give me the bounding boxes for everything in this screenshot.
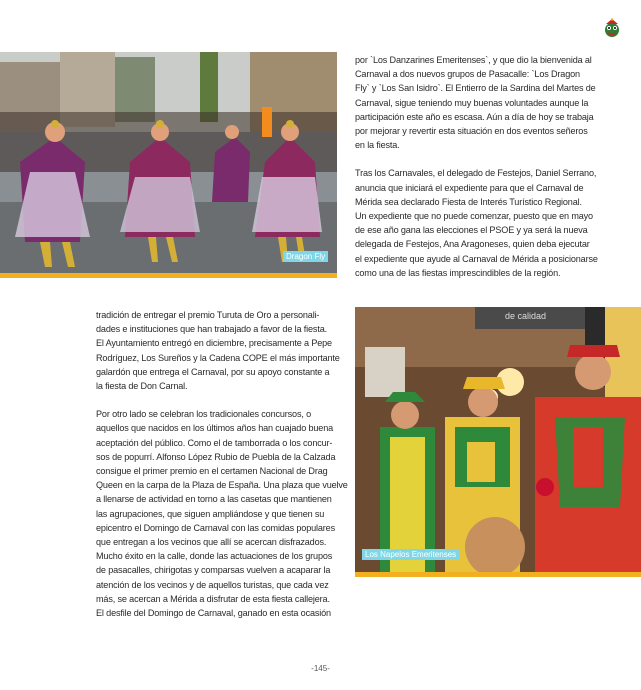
paragraph-danzarines: por `Los Danzarines Emeritenses`, y que dio la bienvenida al Carnaval a dos nuevos grupos de Pasacalle: `Los Dragon Fly` y `Los San Isidro`. El Entierro de la Sardina del Martes de Carnaval, sigue teniendo muy buenas voluntades aunque la participación este año es escasa. Aún a día de hoy se trabaja por mejorar y revertir esta situación en dos eventos señeros en la fiesta.: [355, 55, 596, 151]
paragraph-turuta: tradición de entregar el premio Turuta de Oro a personali- dades e instituciones que han trabajado a favor de la fiesta. El Ayuntamiento entregó en diciembre, precisamente a Pepe Rodríguez, Los Sureños y la Cadena COPE el más importante galardón que entrega el Carnaval, por su apoyo constante a la fiesta de Don Carnal.: [96, 310, 340, 392]
photo-performers-caption: Los Napelos Emeritenses: [362, 549, 459, 560]
photo-performers-sign: de calidad: [505, 311, 547, 321]
carnival-mascot-logo: [602, 18, 622, 40]
page-number: -145-: [311, 664, 330, 673]
photo-dancers: [0, 52, 337, 273]
paragraph-festejos: Tras los Carnavales, el delegado de Festejos, Daniel Serrano, anuncia que iniciará el expediente para que el Carnaval de Mérida sea declarado Fiesta de Interés Turístico Regional. Un expediente que no puede comenzar, puesto que en mayo de ese año gana las elecciones el PSOE y ya será la nueva delegada de Festejos, Ana Aragoneses, quien deba ejecutar el expediente que ayude al Carnaval de Mérida a posicionarse como una de las fiestas imprescindibles de la región.: [355, 168, 598, 278]
top-right-column: [355, 53, 625, 280]
paragraph-concursos: Por otro lado se celebran los tradicionales concursos, o aquellos que nacidos en los últimos años han cuajado buena aceptación del público. Como el de tamborrada o los concur- sos de popurrí. Alfonso López Rubio de Puebla de la Calzada consigue el primer premio en el certamen Nacional de Drag Queen en la carpa de la Plaza de España. Una plaza que vuelve a llenarse de actividad en torno a las casetas que mantienen las agrupaciones, que siguen ampliándose y que tienen su epicentro el Domingo de Carnaval con las comidas populares que entregan a los vecinos que allí se acercan disfrazados. Mucho éxito en la calle, donde las actuaciones de los grupos de pasacalles, chirigotas y comparsas vuelven a acaparar la atención de los vecinos y de aquellos turistas, que cada vez más, se acercan a Mérida a disfrutar de esta fiesta callejera. El desfile del Domingo de Carnaval, ganado en esta ocasión: [96, 409, 348, 619]
bottom-left-column: [96, 308, 352, 620]
photo-dancers-accent-bar: [0, 273, 337, 278]
photo-dancers-caption: Dragon Fly: [283, 251, 328, 262]
photo-performers-accent-bar: [355, 572, 641, 577]
photo-performers: [355, 307, 641, 572]
